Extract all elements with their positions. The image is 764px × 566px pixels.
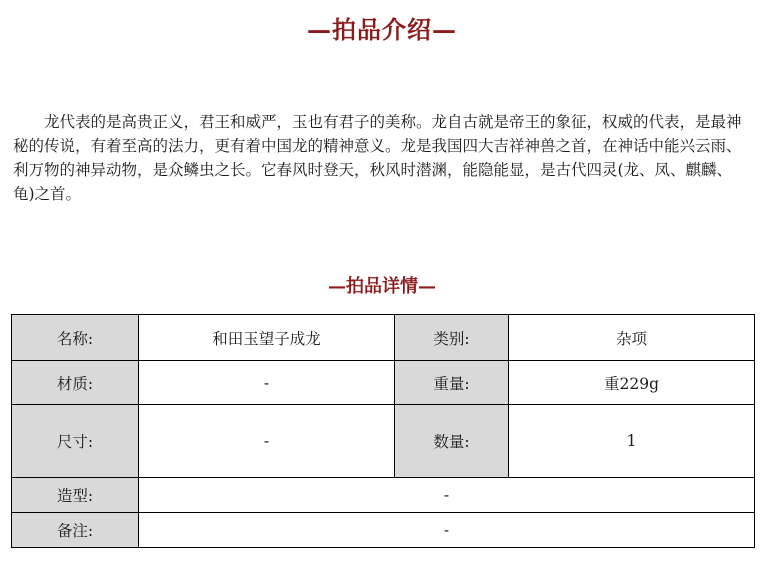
quantity-value: 1: [509, 405, 755, 478]
page-title: —拍品介绍—: [307, 15, 457, 44]
table-row-shape: [12, 478, 755, 513]
material-label: 材质:: [12, 361, 139, 405]
quantity-label: 数量:: [395, 405, 509, 478]
size-value: -: [139, 405, 395, 478]
details-table: [11, 314, 755, 548]
details-title: —拍品详情—: [328, 276, 436, 297]
table-row-remark: [12, 513, 755, 548]
table-row-material: [12, 361, 755, 405]
shape-value: -: [139, 478, 755, 513]
intro-paragraph: 龙代表的是高贵正义，君王和威严，玉也有君子的美称。龙自古就是帝王的象征，权威的代表，是最神秘的传说，有着至高的法力，更有着中国龙的精神意义。龙是我国四大吉祥神兽之首，在神话中能兴云雨、利万物的神异动物，是众鳞虫之长。它春风时登天，秋风时潜渊，能隐能显，是古代四灵(龙、凤、麒麟、龟)之首。: [13, 113, 742, 203]
remark-value: -: [139, 513, 755, 548]
name-value: 和田玉望子成龙: [139, 315, 395, 361]
weight-label: 重量:: [395, 361, 509, 405]
table-row-name: [12, 315, 755, 361]
remark-label: 备注:: [12, 513, 139, 548]
material-value: -: [139, 361, 395, 405]
size-label: 尺寸:: [12, 405, 139, 478]
weight-value: 重229g: [509, 361, 755, 405]
category-label: 类别:: [395, 315, 509, 361]
shape-label: 造型:: [12, 478, 139, 513]
name-label: 名称:: [12, 315, 139, 361]
table-row-size: [12, 405, 755, 478]
category-value: 杂项: [509, 315, 755, 361]
